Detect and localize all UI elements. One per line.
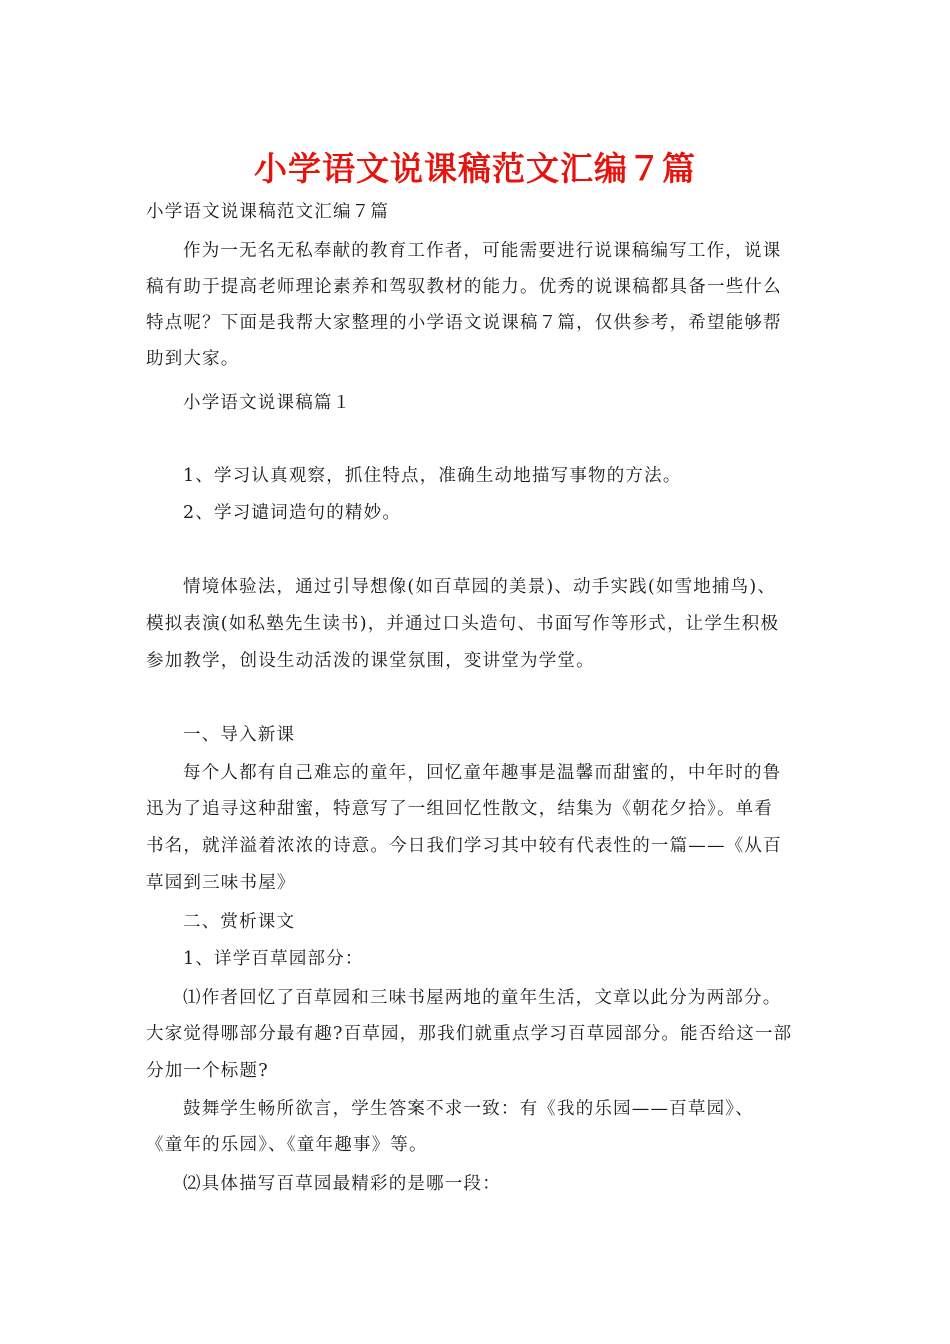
paragraph-line: 参加教学，创设生动活泼的课堂氛围，变讲堂为学堂。 bbox=[146, 651, 595, 671]
paragraph-line: 分加一个标题? bbox=[146, 1061, 269, 1081]
paragraph-line: 稿有助于提高老师理论素养和驾驭教材的能力。优秀的说课稿都具备一些什么 bbox=[146, 277, 782, 297]
paragraph-line: 大家觉得哪部分最有趣?百草园，那我们就重点学习百草园部分。能否给这一部 bbox=[146, 1024, 793, 1044]
section-heading: 小学语文说课稿篇１ bbox=[183, 393, 352, 413]
paragraph-line: ⑴作者回忆了百草园和三味书屋两地的童年生活，文章以此分为两部分。 bbox=[183, 988, 782, 1008]
list-item: 2、学习谴词造句的精妙。 bbox=[183, 503, 402, 523]
paragraph-line: 《童年的乐园》、《童年趣事》等。 bbox=[146, 1135, 428, 1155]
section-heading: 一、导入新课 bbox=[183, 725, 296, 745]
list-item: 1、学习认真观察，抓住特点，准确生动地描写事物的方法。 bbox=[183, 466, 682, 486]
paragraph-line: 模拟表演(如私塾先生读书)，并通过口头造句、书面写作等形式，让学生积极 bbox=[146, 614, 780, 634]
document-title: 小学语文说课稿范文汇编７篇 bbox=[254, 149, 696, 188]
paragraph-line: ⑵具体描写百草园最精彩的是哪一段： bbox=[183, 1174, 501, 1194]
paragraph-line: 书名，就洋溢着浓浓的诗意。今日我们学习其中较有代表性的一篇——《从百 bbox=[146, 836, 782, 856]
paragraph-line: 助到大家。 bbox=[146, 349, 240, 369]
paragraph-line: 草园到三味书屋》 bbox=[146, 873, 296, 893]
paragraph-line: 情境体验法，通过引导想像(如百草园的美景)、动手实践(如雪地捕鸟)、 bbox=[183, 577, 777, 597]
subtitle-line: 小学语文说课稿范文汇编７篇 bbox=[146, 202, 390, 222]
section-heading: 二、赏析课文 bbox=[183, 912, 296, 932]
paragraph-line: 作为一无名无私奉献的教育工作者，可能需要进行说课稿编写工作，说课 bbox=[183, 241, 782, 261]
paragraph-line: 特点呢？下面是我帮大家整理的小学语文说课稿７篇，仅供参考，希望能够帮 bbox=[146, 313, 782, 333]
paragraph-line: 迅为了追寻这种甜蜜，特意写了一组回忆性散文，结集为《朝花夕拾》。单看 bbox=[146, 799, 774, 819]
paragraph-line: 每个人都有自己难忘的童年，回忆童年趣事是温馨而甜蜜的，中年时的鲁 bbox=[183, 763, 782, 783]
subsection-heading: 1、详学百草园部分： bbox=[183, 949, 364, 969]
paragraph-line: 鼓舞学生畅所欲言，学生答案不求一致：有《我的乐园——百草园》、 bbox=[183, 1099, 754, 1119]
